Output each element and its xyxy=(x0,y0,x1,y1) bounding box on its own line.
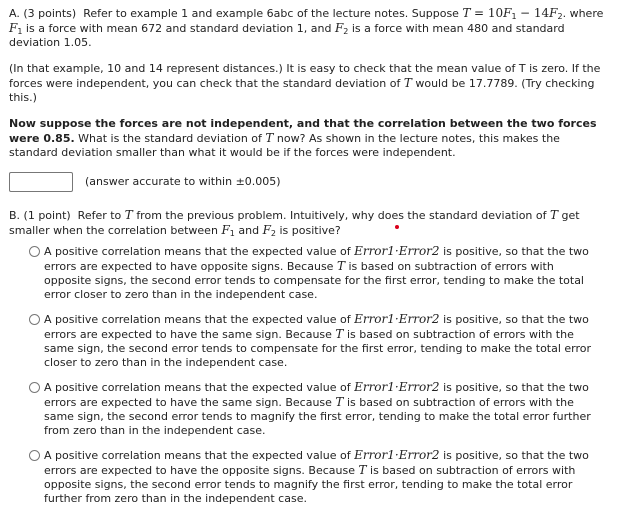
option-text: A positive correlation means that the expected value of Error1·Error2 is positive, so that the two errors are expected to have opposite signs. Because T is based on subtraction of errors with opposite signs, the second error tends to compensate for the first error, tending to make the total error closer to zero than in the independent case. xyxy=(44,244,589,301)
option-1[interactable] xyxy=(29,244,609,302)
answer-input[interactable] xyxy=(9,172,73,192)
radio-button[interactable] xyxy=(29,450,40,461)
radio-button[interactable] xyxy=(29,382,40,393)
radio-button[interactable] xyxy=(29,314,40,325)
option-text: A positive correlation means that the expected value of Error1·Error2 is positive, so that the two errors are expected to have the same sign. Because T is based on subtraction of errors with the same sign, the second error tends to compensate for the first error, tending to make the total error closer to zero than in the independent case. xyxy=(44,312,592,369)
part-a-question: Now suppose the forces are not independent, and that the correlation between the two forces were 0.85. What is the standard deviation of T now? As shown in the lecture notes, this makes the standard deviation smaller than what it would be if the forces were independent. xyxy=(9,117,597,159)
part-b-question: B. (1 point) Refer to T from the previous problem. Intuitively, why does the standard deviation of T get smaller when the correlation between $F_1$ and $F_2$ is positive? xyxy=(9,208,580,238)
part-a-independent-note: (In that example, 10 and 14 represent distances.) It is easy to check that the mean value of T is zero. If the forces were independent, you can check that the standard deviation of T would be 17.7789. (Try checking this.) xyxy=(9,62,601,104)
part-a-intro: A. (3 points) Refer to example 1 and example 6abc of the lecture notes. Suppose $T = 10F_1 - 14F_2$. where $F_1$ is a force with mean 672 and standard deviation 1, and $F_2$ is a force with mean 480 and standard deviation 1.05. xyxy=(9,6,604,49)
option-text: A positive correlation means that the expected value of Error1·Error2 is positive, so that the two errors are expected to have the same sign. Because T is based on subtraction of errors with the same sign, the second error tends to magnify the first error, tending to make the total error further from zero than in the independent case. xyxy=(44,380,591,437)
radio-button[interactable] xyxy=(29,246,40,257)
part-a-label: A. (3 points) xyxy=(9,7,77,20)
required-indicator-dot xyxy=(395,225,399,229)
part-b-label: B. (1 point) xyxy=(9,209,71,222)
option-3[interactable] xyxy=(29,380,609,438)
option-text: A positive correlation means that the expected value of Error1·Error2 is positive, so that the two errors are expected to have the opposite signs. Because T is based on subtraction of errors with opposite signs, the second error tends to magnify the first error, tending to make the total error further from zero than in the independent case. xyxy=(44,448,589,505)
option-2[interactable] xyxy=(29,312,609,370)
answer-options xyxy=(29,244,609,506)
answer-accuracy-note: (answer accurate to within ±0.005) xyxy=(85,175,281,188)
option-4[interactable] xyxy=(29,448,609,506)
answer-row xyxy=(9,172,609,192)
